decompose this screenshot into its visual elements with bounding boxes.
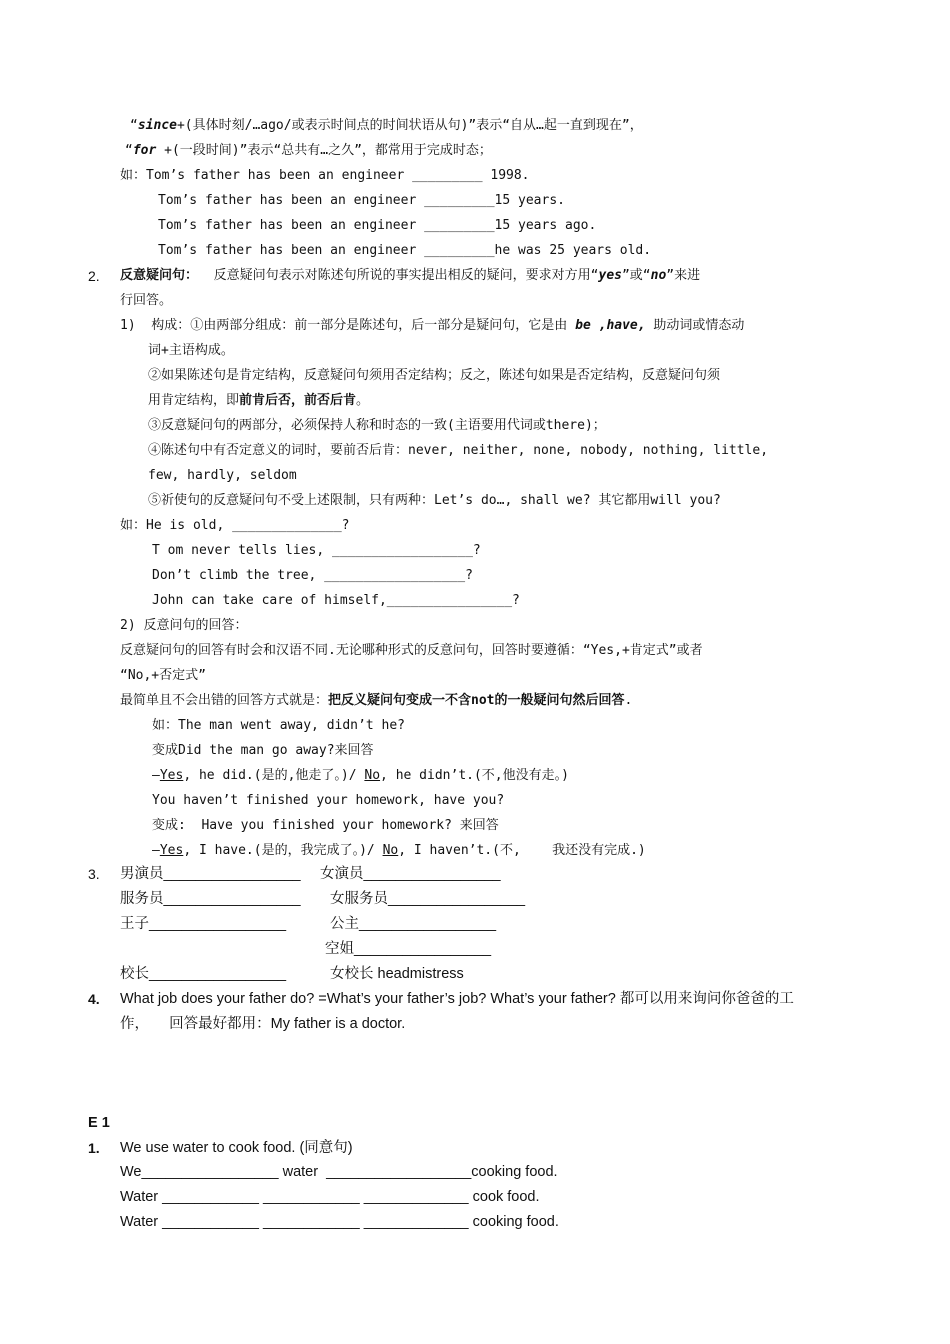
answer-example: —Yes, he did.(是的,他走了。)/ No, he didn’t.(不,他没有走。) (152, 768, 569, 783)
answer-example: 变成: Have you finished your homework? 来回答 (152, 818, 499, 833)
structure-rule-2: ②如果陈述句是肯定结构，反意疑问句须用否定结构；反之，陈述句如果是否定结构，反意疑问句须 (148, 368, 721, 383)
structure-rule-4-cont: few, hardly, seldom (148, 468, 297, 483)
exercise-fill-line: Water ____________ ____________ _____________ cooking food. (120, 1214, 559, 1230)
question-number: 1. (88, 1140, 100, 1156)
for-rule: “for +(一段时间)”表示“总共有…之久”，都常用于完成时态； (125, 143, 492, 158)
tag-question-definition: 反意疑问句： 反意疑问句表示对陈述句所说的事实提出相反的疑问，要求对方用“yes”或“no”来进 (120, 268, 701, 283)
vocab-headmistress: 女校长 headmistress (330, 966, 464, 982)
exercise-fill-line: We_________________ water __________________cooking food. (120, 1164, 558, 1180)
exercise-heading: E 1 (88, 1115, 110, 1131)
since-keyword: since (137, 118, 177, 133)
answer-tip: 最简单且不会出错的回答方式就是：把反义疑问句变成一不含not的一般疑问句然后回答. (120, 693, 633, 708)
structure-rule-2-cont: 用肯定结构，即前肯后否，前否后肯。 (148, 393, 370, 408)
for-keyword: for (132, 143, 157, 158)
vocab-actress: 女演员_________________ (320, 866, 501, 882)
tag-question-example: Don’t climb the tree, __________________? (152, 568, 473, 583)
structure-rule-1-cont: 词+主语构成。 (148, 343, 234, 358)
vocab-air-hostess: 空姐_________________ (325, 941, 492, 957)
vocab-actor: 男演员_________________ (120, 866, 301, 882)
since-for-example: Tom’s father has been an engineer _________15 years ago. (158, 218, 597, 233)
answer-example: 变成Did the man go away?来回答 (152, 743, 374, 758)
answer-rule: 反意疑问句的回答有时会和汉语不同.无论哪种形式的反意问句，回答时要遵循：“Yes,+肯定式”或者 (120, 643, 703, 658)
since-for-example: Tom’s father has been an engineer _________15 years. (158, 193, 565, 208)
exercise-fill-line: Water ____________ ____________ _____________ cook food. (120, 1189, 540, 1205)
structure-rule-1: 1) 构成：①由两部分组成：前一部分是陈述句，后一部分是疑问句，它是由 be ,have, 助动词或情态动 (120, 318, 745, 333)
tag-question-example: John can take care of himself,________________? (152, 593, 520, 608)
since-for-example: 如：Tom’s father has been an engineer _________ 1998. (120, 168, 530, 183)
since-rule: “since+(具体时刻/…ago/或表示时间点的时间状语从句)”表示“自从…起一直到现在”， (130, 118, 643, 133)
answer-example: 如：The man went away, didn’t he? (152, 718, 405, 733)
vocab-prince: 王子_________________ (120, 916, 287, 932)
job-answer: 作， 回答最好都用：My father is a doctor. (120, 1016, 406, 1032)
answer-example: You haven’t finished your homework, have you? (152, 793, 505, 808)
section-number: 4. (88, 991, 100, 1007)
structure-rule-4: ④陈述句中有否定意义的词时，要前否后肯：never, neither, none, nobody, nothing, little, (148, 443, 769, 458)
structure-rule-5: ⑤祈使句的反意疑问句不受上述限制，只有两种：Let’s do…, shall we? 其它都用will you? (148, 493, 721, 508)
section-number: 2. (88, 268, 100, 284)
job-question: What job does your father do? =What’s your father’s job? What’s your father? 都可以用来询问你爸爸的工 (120, 991, 794, 1007)
answer-example: —Yes, I have.(是的，我完成了。)/ No, I haven’t.(不, 我还没有完成.) (152, 843, 646, 858)
vocab-waitress: 女服务员_________________ (330, 891, 526, 907)
structure-rule-3: ③反意疑问句的两部分，必须保持人称和时态的一致(主语要用代词或there)； (148, 418, 606, 433)
exercise-question: We use water to cook food. (同意句) (120, 1140, 353, 1156)
vocab-princess: 公主_________________ (330, 916, 497, 932)
since-for-example: Tom’s father has been an engineer _________he was 25 years old. (158, 243, 652, 258)
answer-rule-cont: “No,+否定式” (120, 668, 206, 683)
tag-question-example: 如：He is old, ______________? (120, 518, 350, 533)
section-title: 反意疑问句： (120, 268, 199, 283)
tag-question-example: T om never tells lies, __________________? (152, 543, 481, 558)
answer-subheading: 2) 反意问句的回答： (120, 618, 248, 633)
vocab-waiter: 服务员_________________ (120, 891, 301, 907)
vocab-headmaster: 校长_________________ (120, 966, 287, 982)
tag-question-definition-cont: 行回答。 (120, 293, 173, 308)
section-number: 3. (88, 866, 100, 882)
